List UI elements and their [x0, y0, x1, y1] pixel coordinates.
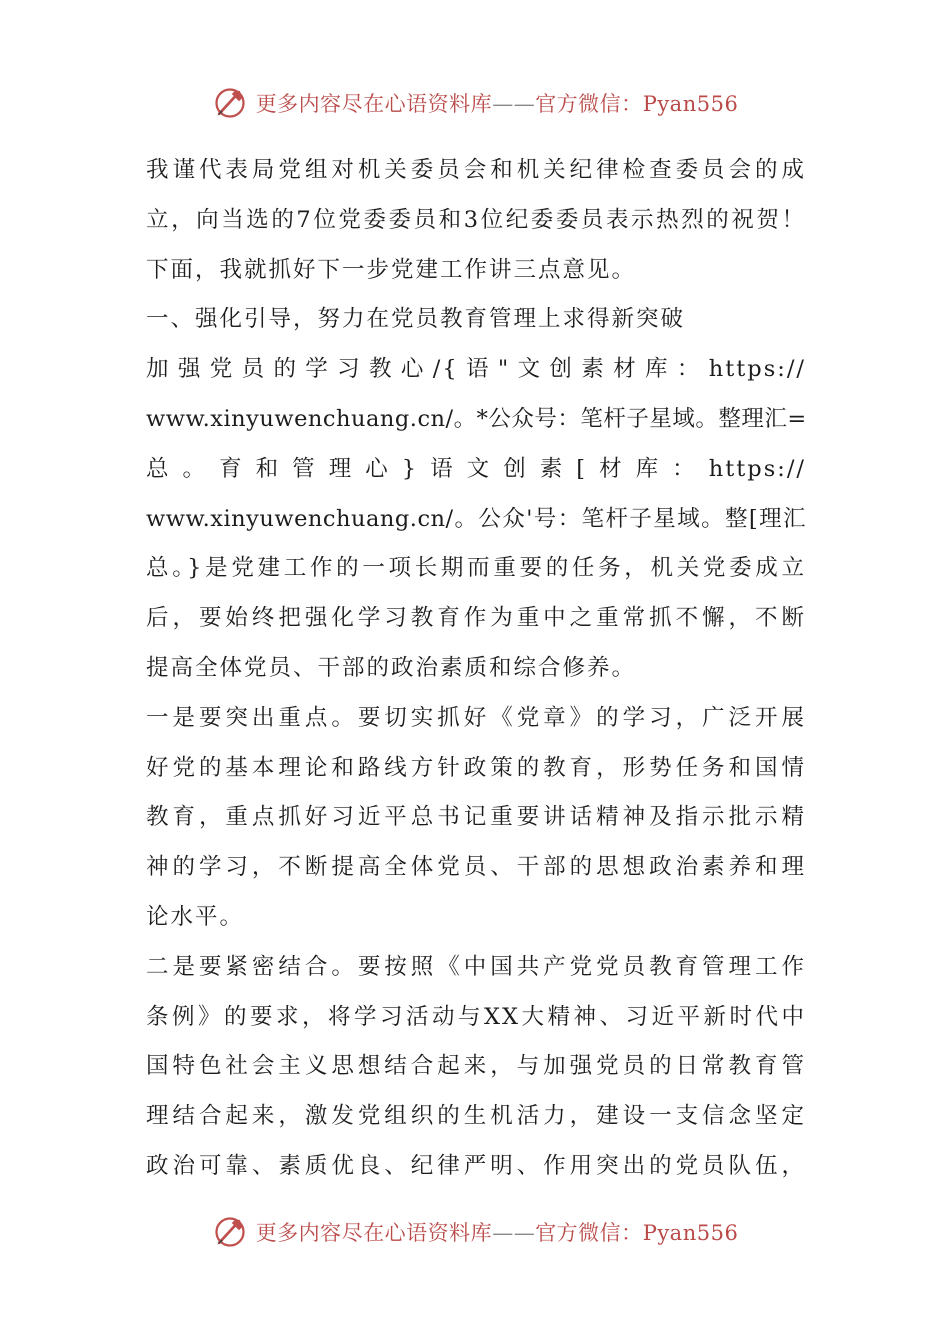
document-body	[146, 146, 806, 1192]
body-line: 后，要始终把强化学习教育作为重中之重常抓不懈，不断	[146, 605, 806, 632]
header-label: 官方微信：	[535, 92, 643, 116]
body-line: 政治可靠、素质优良、纪律严明、作用突出的党员队伍，	[146, 1152, 806, 1179]
body-line: 二是要紧密结合。要按照《中国共产党党员教育管理工作	[146, 953, 806, 980]
body-line: 提高全体党员、干部的政治素质和综合修养。	[146, 654, 637, 681]
header-banner	[0, 78, 950, 128]
pen-logo-icon	[212, 85, 248, 121]
body-line: 加强党员的学习教心/{语"文创素材库：https://	[146, 356, 806, 383]
body-line: 好党的基本理论和路线方针政策的教育，形势任务和国情	[146, 754, 806, 781]
header-text	[256, 88, 739, 118]
body-line: 条例》的要求，将学习活动与XX大精神、习近平新时代中	[146, 1003, 806, 1030]
body-line: 我谨代表局党组对机关委员会和机关纪律检查委员会的成	[146, 157, 806, 183]
footer-banner	[0, 1207, 950, 1257]
body-line: www.xinyuwenchuang.cn/。*公众号：笔杆子星域。整理汇=	[146, 405, 807, 432]
body-line: 一是要突出重点。要切实抓好《党章》的学习，广泛开展	[146, 704, 806, 731]
body-line: www.xinyuwenchuang.cn/。公众'号：笔杆子星域。整[理汇	[146, 505, 806, 532]
body-line: 下面，我就抓好下一步党建工作讲三点意见。	[146, 256, 637, 283]
body-line: 立，向当选的7位党委委员和3位纪委委员表示热烈的祝贺！	[146, 206, 806, 233]
footer-text	[256, 1217, 739, 1247]
header-separator: ——	[492, 92, 536, 116]
footer-wechat: Pyan556	[642, 1221, 739, 1245]
header-brand: 更多内容尽在心语资料库	[255, 92, 493, 116]
header-wechat: Pyan556	[642, 92, 739, 116]
body-line: 一、强化引导，努力在党员教育管理上求得新突破	[146, 306, 686, 333]
body-line: 总。育和管理心}语文创素[材库：https://	[146, 455, 806, 482]
footer-label: 官方微信：	[535, 1221, 643, 1245]
pen-logo-icon	[212, 1214, 248, 1250]
body-line: 论水平。	[146, 903, 245, 930]
footer-separator: ——	[492, 1221, 536, 1245]
body-line: 神的学习，不断提高全体党员、干部的思想政治素养和理	[146, 854, 806, 881]
body-line: 国特色社会主义思想结合起来，与加强党员的日常教育管	[146, 1053, 806, 1080]
footer-brand: 更多内容尽在心语资料库	[255, 1221, 493, 1245]
body-line: 教育，重点抓好习近平总书记重要讲话精神及指示批示精	[146, 804, 806, 831]
body-line: 理结合起来，激发党组织的生机活力，建设一支信念坚定	[146, 1103, 806, 1130]
body-line: 总。}是党建工作的一项长期而重要的任务，机关党委成立	[146, 555, 806, 582]
